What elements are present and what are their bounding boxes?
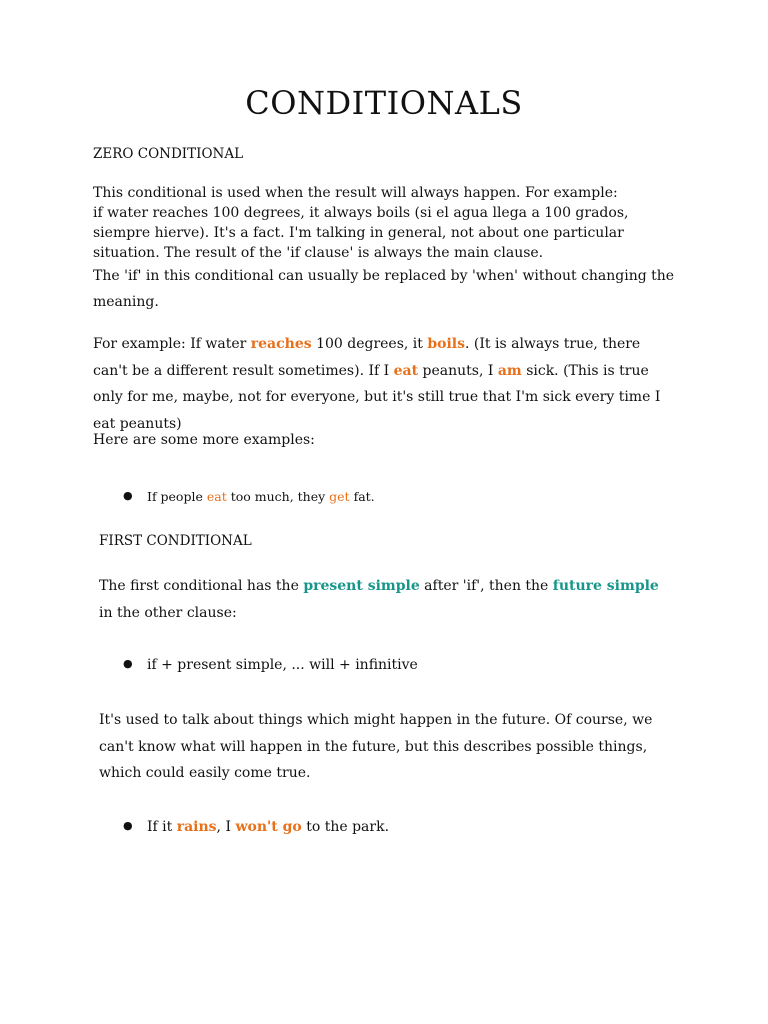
- more-examples-text: Here are some more examples:: [93, 432, 315, 448]
- bullet-text-1: If people: [147, 489, 207, 504]
- highlight-rains: rains: [176, 819, 217, 835]
- zero-intro-line-1: This conditional is used when the result will always happen. For example:: [93, 185, 618, 201]
- list-item: [123, 489, 375, 504]
- highlight-wont-go: won't go: [235, 819, 302, 835]
- zero-conditional-heading: ZERO CONDITIONAL: [93, 146, 244, 162]
- highlight-eat: eat: [206, 489, 227, 504]
- bullet-text-2: too much, they: [226, 489, 330, 504]
- list-item: [123, 819, 389, 835]
- desc-text-1: The first conditional has the: [99, 578, 304, 594]
- example-text-2: 100 degrees, it: [311, 336, 428, 352]
- highlight-get: get: [329, 489, 350, 504]
- first-formula-list: [123, 657, 418, 673]
- highlight-boils: boils: [427, 336, 466, 352]
- first-conditional-heading: FIRST CONDITIONAL: [99, 533, 252, 549]
- bullet-text-1: If it: [147, 819, 177, 835]
- list-item: ● if + present simple, ... will + infinitive: [123, 657, 418, 673]
- bullet-text-3: fat.: [349, 489, 375, 504]
- example-text-3: . (It is always true, there can't be a different result sometimes). If I: [93, 336, 641, 379]
- example-text-1: For example: If water: [93, 336, 251, 352]
- zero-examples-list: [123, 489, 375, 504]
- zero-conditional-example: [93, 331, 675, 437]
- zero-conditional-intro: [93, 183, 675, 315]
- example-text-4: peanuts, I: [418, 362, 498, 379]
- first-conditional-usage: It's used to talk about things which might happen in the future. Of course, we can't know what will happen in the future, but this describes possible things, which could easily come true.: [99, 712, 653, 781]
- zero-intro-line-2: if water reaches 100 degrees, it always boils (si el agua llega a 100 grados, siempre hierve). It's a fact. I'm talking in general, not about one particular situation. The result of the 'if clause' is always the main clause.: [93, 205, 629, 261]
- highlight-reaches: reaches: [250, 336, 312, 352]
- first-examples-list: [123, 819, 389, 835]
- zero-intro-line-3: The 'if' in this conditional can usually be replaced by 'when' without changing the meaning.: [93, 268, 675, 310]
- highlight-present-simple: present simple: [303, 578, 420, 594]
- highlight-eat: eat: [393, 362, 419, 379]
- desc-text-3: in the other clause:: [99, 604, 237, 621]
- highlight-future-simple: future simple: [552, 578, 659, 594]
- bullet-text-3: to the park.: [301, 819, 390, 835]
- bullet-text-2: , I: [216, 819, 236, 835]
- page-title: CONDITIONALS: [245, 84, 523, 122]
- highlight-am: am: [497, 362, 522, 379]
- desc-text-2: after 'if', then the: [419, 578, 553, 594]
- example-text-5: sick. (This is true only for me, maybe, not for everyone, but it's still true that I'm sick every time I eat peanuts): [93, 362, 661, 432]
- first-conditional-description: [99, 573, 674, 626]
